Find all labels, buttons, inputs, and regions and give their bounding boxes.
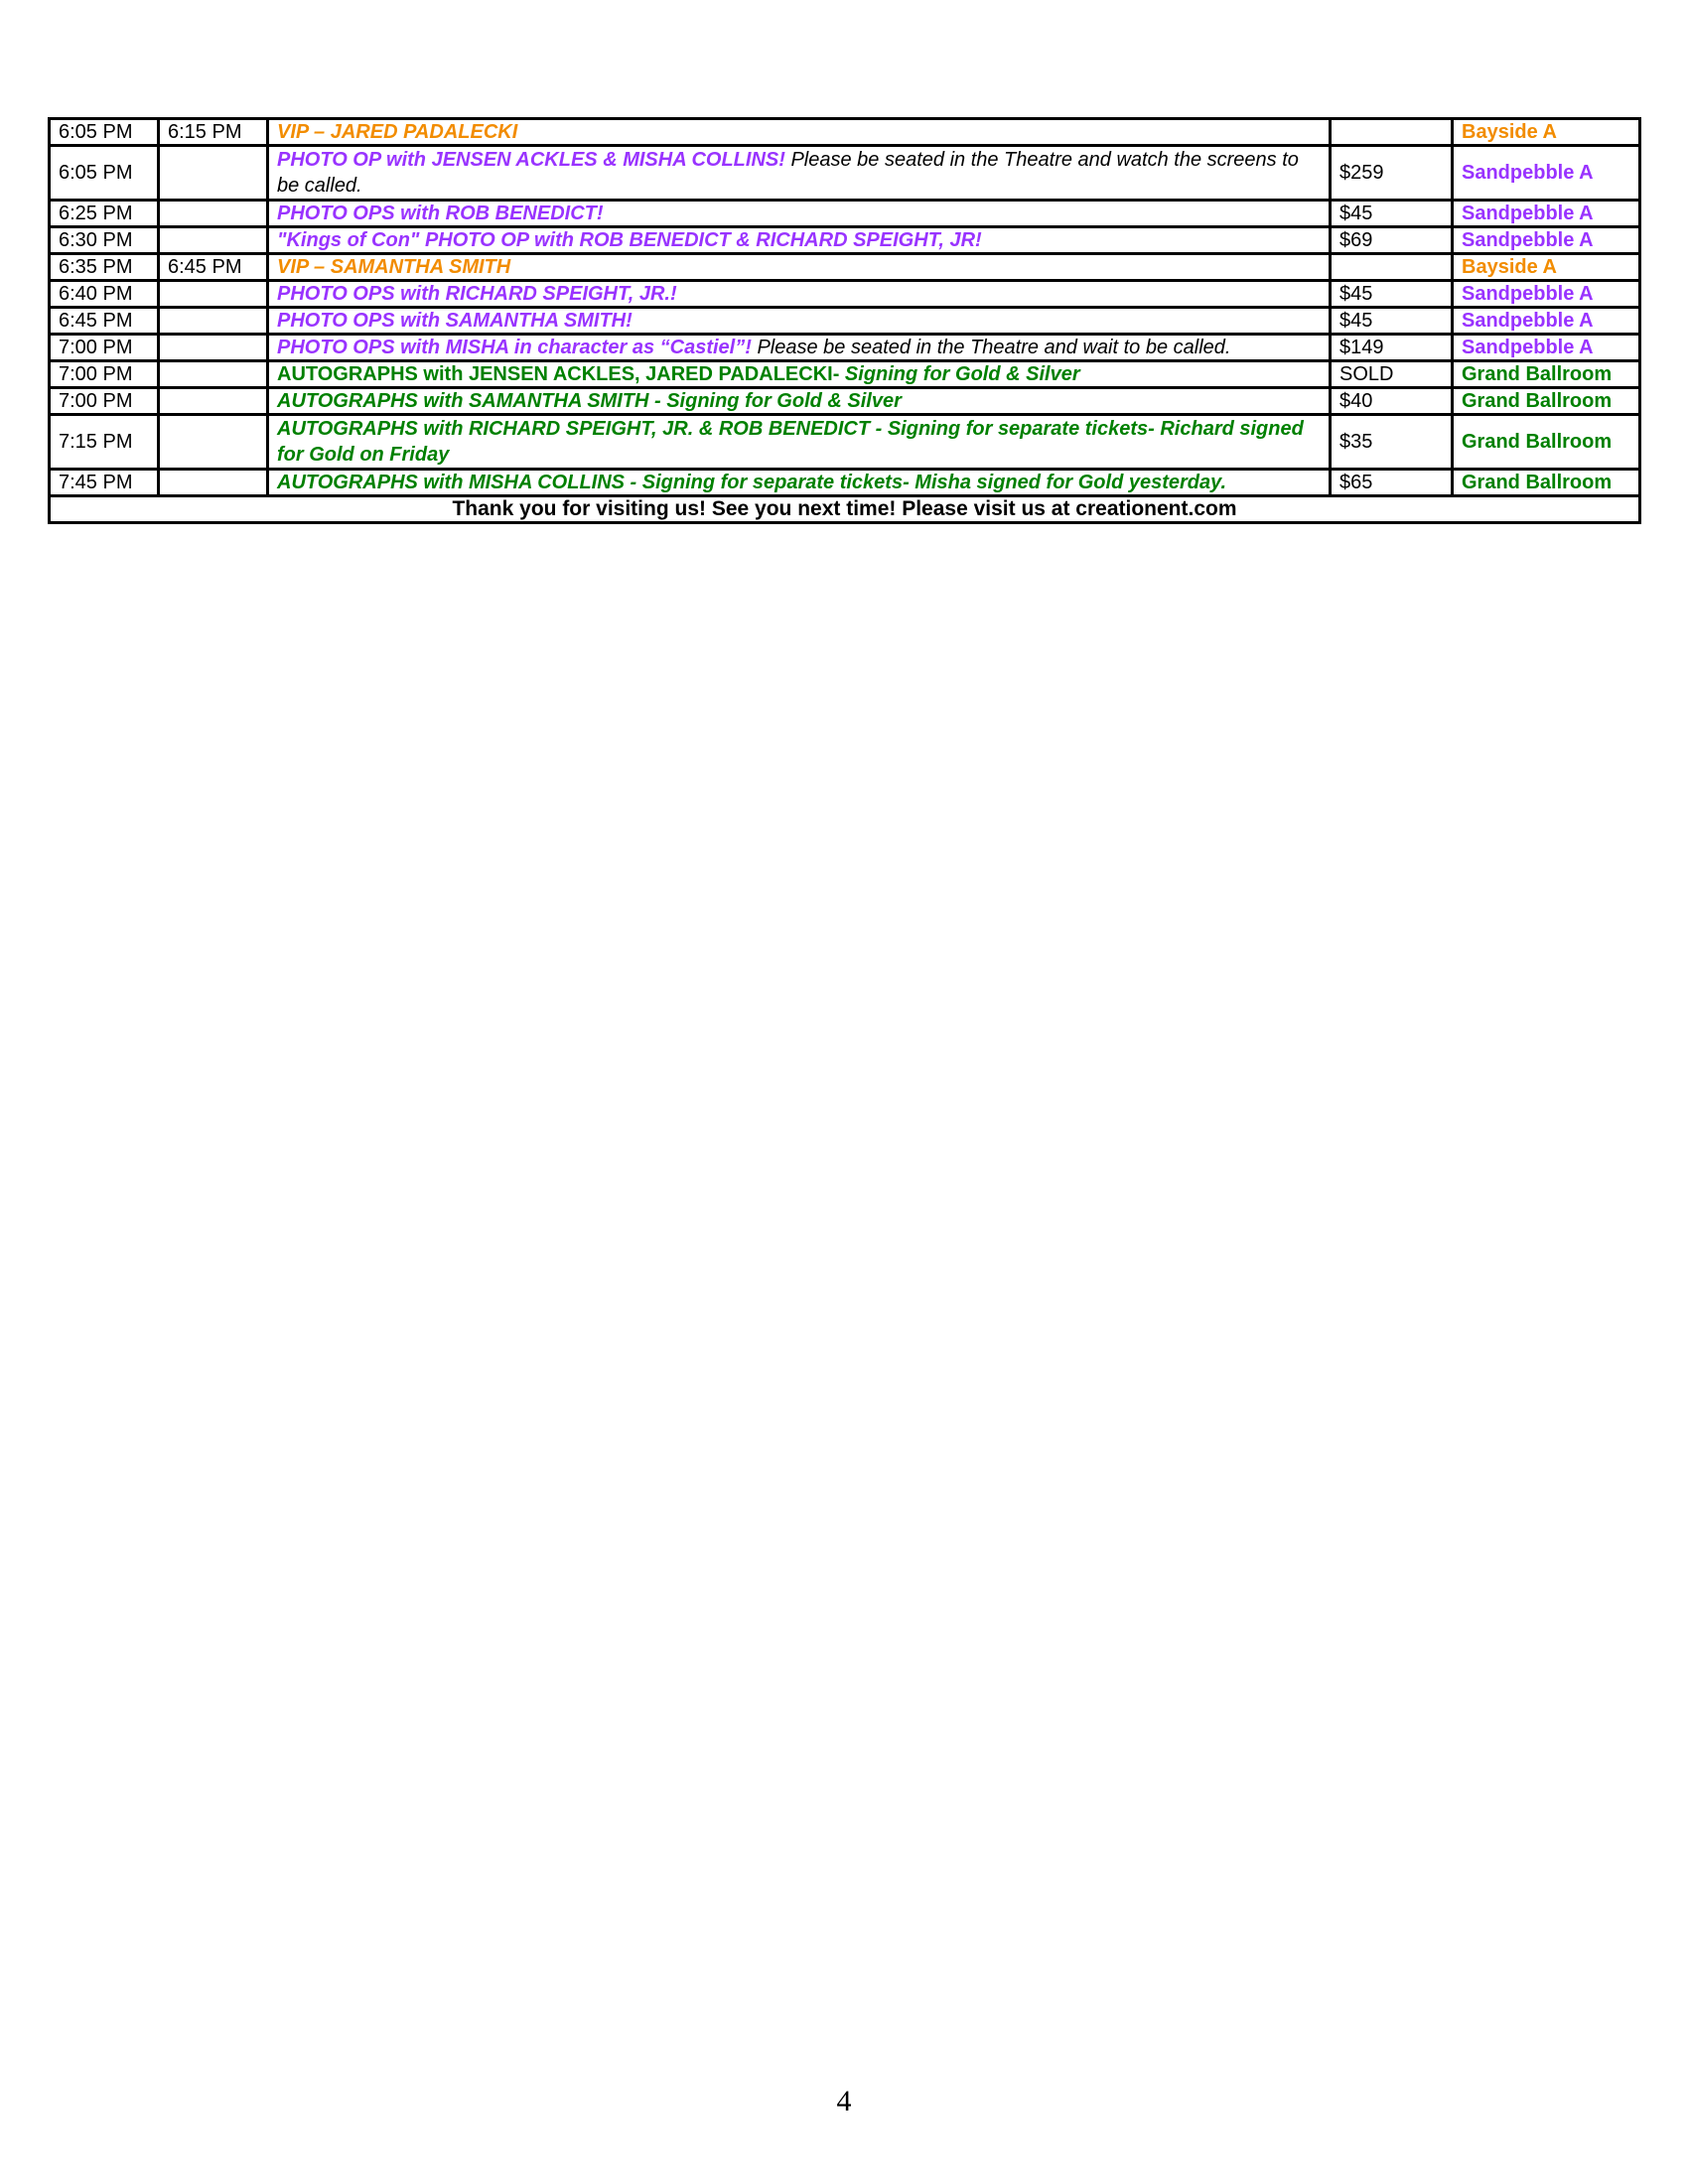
start-time: 6:05 PM [50, 119, 159, 146]
event-text-segment: "Kings of Con" PHOTO OP with ROB BENEDICT & RICHARD SPEIGHT, JR! [277, 229, 982, 251]
start-time: 6:25 PM [50, 201, 159, 227]
location: Grand Ballroom [1453, 470, 1640, 496]
location: Bayside A [1453, 254, 1640, 281]
schedule-row [50, 361, 1640, 388]
event-description [268, 146, 1331, 201]
end-time [159, 227, 268, 254]
event-text-segment: PHOTO OPS with SAMANTHA SMITH! [277, 310, 633, 332]
event-text-segment: Please be seated in the Theatre and wait to be called. [751, 337, 1231, 358]
event-text-segment: Please be seated in the Theatre and watch the screens to be called. [277, 149, 1299, 197]
schedule-row [50, 201, 1640, 227]
event-description [268, 388, 1331, 415]
event-description [268, 254, 1331, 281]
event-text-segment: PHOTO OP with JENSEN ACKLES & MISHA COLLINS! [277, 149, 785, 171]
price [1331, 254, 1453, 281]
end-time [159, 308, 268, 335]
event-description [268, 119, 1331, 146]
start-time: 7:15 PM [50, 415, 159, 470]
location: Sandpebble A [1453, 201, 1640, 227]
location: Sandpebble A [1453, 308, 1640, 335]
event-text-segment: Signing for Gold & Silver [839, 363, 1080, 385]
location: Grand Ballroom [1453, 388, 1640, 415]
price: $45 [1331, 281, 1453, 308]
location: Sandpebble A [1453, 227, 1640, 254]
start-time: 7:00 PM [50, 335, 159, 361]
schedule-row [50, 227, 1640, 254]
event-text-segment: VIP – SAMANTHA SMITH [277, 256, 511, 278]
price: $69 [1331, 227, 1453, 254]
price: $35 [1331, 415, 1453, 470]
price [1331, 119, 1453, 146]
footer-row [50, 496, 1640, 523]
schedule-row [50, 308, 1640, 335]
location: Grand Ballroom [1453, 361, 1640, 388]
location: Sandpebble A [1453, 281, 1640, 308]
end-time [159, 361, 268, 388]
event-text-segment: AUTOGRAPHS with JENSEN ACKLES, JARED PADALECKI- [277, 363, 840, 385]
event-text-segment: VIP – JARED PADALECKI [277, 121, 518, 143]
price: $149 [1331, 335, 1453, 361]
end-time [159, 146, 268, 201]
price: $259 [1331, 146, 1453, 201]
location: Sandpebble A [1453, 146, 1640, 201]
schedule-row [50, 281, 1640, 308]
end-time [159, 335, 268, 361]
schedule-row [50, 146, 1640, 201]
price: $45 [1331, 308, 1453, 335]
location: Bayside A [1453, 119, 1640, 146]
start-time: 6:30 PM [50, 227, 159, 254]
schedule-row [50, 415, 1640, 470]
end-time [159, 388, 268, 415]
event-text-segment: PHOTO OPS with MISHA in character as “Castiel”! [277, 337, 752, 358]
start-time: 6:05 PM [50, 146, 159, 201]
schedule-row [50, 119, 1640, 146]
start-time: 6:35 PM [50, 254, 159, 281]
event-text-segment: AUTOGRAPHS with SAMANTHA SMITH - Signing for Gold & Silver [277, 390, 902, 412]
start-time: 7:45 PM [50, 470, 159, 496]
end-time [159, 415, 268, 470]
end-time: 6:45 PM [159, 254, 268, 281]
start-time: 6:40 PM [50, 281, 159, 308]
schedule-table [48, 117, 1641, 524]
event-description [268, 227, 1331, 254]
end-time [159, 281, 268, 308]
schedule-row [50, 388, 1640, 415]
event-description [268, 470, 1331, 496]
location: Grand Ballroom [1453, 415, 1640, 470]
price: $40 [1331, 388, 1453, 415]
end-time [159, 470, 268, 496]
location: Sandpebble A [1453, 335, 1640, 361]
start-time: 6:45 PM [50, 308, 159, 335]
footer-text: Thank you for visiting us! See you next time! Please visit us at creationent.com [50, 496, 1640, 523]
price: SOLD [1331, 361, 1453, 388]
event-description [268, 308, 1331, 335]
event-text-segment: AUTOGRAPHS with MISHA COLLINS - Signing for separate tickets- Misha signed for Gold yesterday. [277, 472, 1227, 493]
end-time [159, 201, 268, 227]
event-description [268, 201, 1331, 227]
start-time: 7:00 PM [50, 361, 159, 388]
event-text-segment: PHOTO OPS with ROB BENEDICT! [277, 203, 604, 224]
schedule-row [50, 254, 1640, 281]
price: $45 [1331, 201, 1453, 227]
price: $65 [1331, 470, 1453, 496]
event-description [268, 415, 1331, 470]
event-text-segment: AUTOGRAPHS with RICHARD SPEIGHT, JR. & ROB BENEDICT - Signing for separate tickets- Richard signed for Gold on Friday [277, 418, 1304, 466]
event-description [268, 361, 1331, 388]
schedule-row [50, 470, 1640, 496]
end-time: 6:15 PM [159, 119, 268, 146]
event-text-segment: PHOTO OPS with RICHARD SPEIGHT, JR.! [277, 283, 677, 305]
schedule-row [50, 335, 1640, 361]
event-description [268, 335, 1331, 361]
event-description [268, 281, 1331, 308]
schedule-body [50, 119, 1640, 496]
page-number: 4 [836, 2085, 852, 2117]
start-time: 7:00 PM [50, 388, 159, 415]
